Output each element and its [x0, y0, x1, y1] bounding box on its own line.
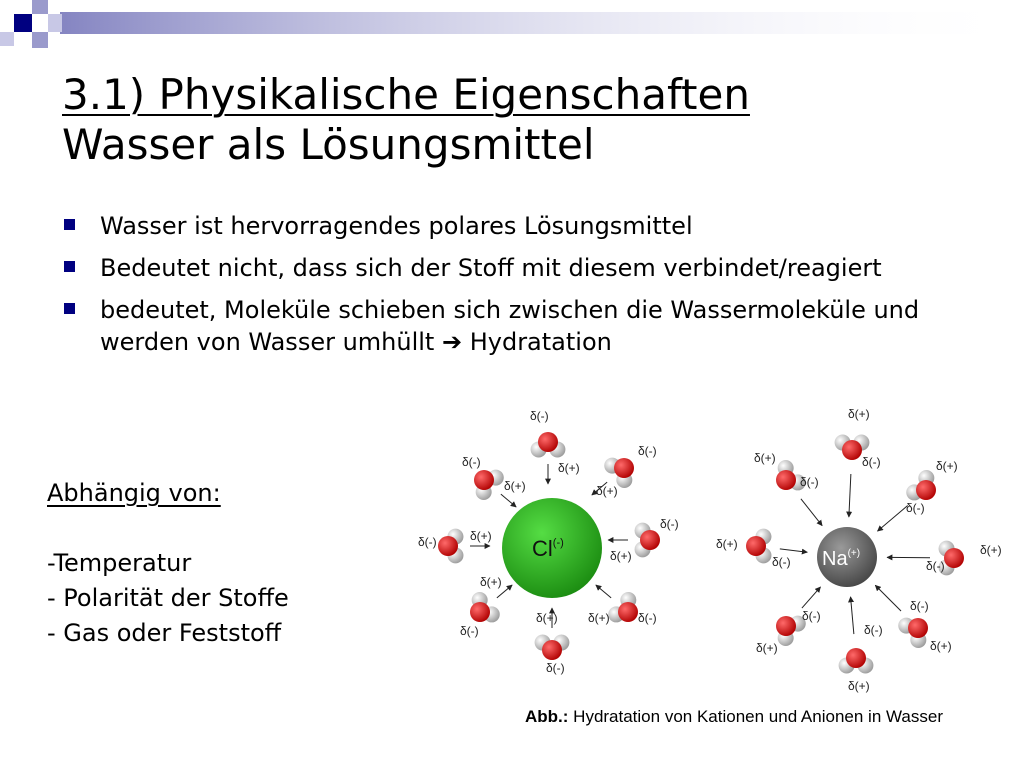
bullet-item: Wasser ist hervorragendes polares Lösungsmittel — [62, 210, 1012, 242]
attraction-arrow — [501, 494, 516, 507]
partial-charge-label: δ(+) — [504, 479, 526, 493]
corner-decoration — [0, 0, 1024, 60]
partial-charge-label: δ(+) — [558, 461, 580, 475]
partial-charge-label: δ(+) — [610, 549, 632, 563]
oxygen-atom — [776, 616, 796, 636]
partial-charge-label: δ(+) — [930, 639, 952, 653]
partial-charge-label: δ(+) — [536, 611, 558, 625]
attraction-arrow — [780, 549, 807, 552]
partial-charge-label: δ(+) — [470, 529, 492, 543]
oxygen-atom — [542, 640, 562, 660]
bullet-list — [62, 210, 1012, 368]
sodium-label: Na(+) — [822, 548, 861, 570]
oxygen-atom — [846, 648, 866, 668]
bullet-square-icon — [64, 303, 75, 314]
partial-charge-label: δ(-) — [926, 559, 945, 573]
oxygen-atom — [776, 470, 796, 490]
oxygen-atom — [842, 440, 862, 460]
oxygen-atom — [746, 536, 766, 556]
chloride-label: Cl(-) — [532, 536, 564, 561]
oxygen-atom — [916, 480, 936, 500]
partial-charge-label: δ(+) — [754, 451, 776, 465]
partial-charge-label: δ(-) — [638, 444, 657, 458]
attraction-arrow — [802, 587, 821, 608]
partial-charge-label: δ(-) — [418, 535, 437, 549]
dependency-item: - Polarität der Stoffe — [47, 584, 289, 612]
dependency-block — [47, 476, 289, 651]
partial-charge-label: δ(-) — [906, 501, 925, 515]
partial-charge-label: δ(+) — [980, 543, 1002, 557]
partial-charge-label: δ(-) — [462, 455, 481, 469]
attraction-arrow — [875, 585, 901, 611]
bullet-item: bedeutet, Moleküle schieben sich zwischen die Wassermoleküle und werden von Wasser umhüllt ➔ Hydratation — [62, 294, 1012, 358]
dependency-item: - Gas oder Feststoff — [47, 619, 282, 647]
partial-charge-label: δ(-) — [864, 623, 883, 637]
attraction-arrow — [801, 499, 822, 526]
bullet-square-icon — [64, 219, 75, 230]
partial-charge-label: δ(-) — [772, 555, 791, 569]
oxygen-atom — [538, 432, 558, 452]
partial-charge-label: δ(-) — [862, 455, 881, 469]
partial-charge-label: δ(+) — [596, 484, 618, 498]
oxygen-atom — [438, 536, 458, 556]
partial-charge-label: δ(+) — [716, 537, 738, 551]
partial-charge-label: δ(-) — [530, 409, 549, 423]
dependency-item: -Temperatur — [47, 549, 192, 577]
partial-charge-label: δ(+) — [848, 407, 870, 421]
dependency-heading: Abhängig von: — [47, 479, 221, 507]
bullet-item: Bedeutet nicht, dass sich der Stoff mit diesem verbindet/reagiert — [62, 252, 1012, 284]
partial-charge-label: δ(-) — [546, 661, 565, 675]
partial-charge-label: δ(-) — [460, 624, 479, 638]
oxygen-atom — [474, 470, 494, 490]
partial-charge-label: δ(+) — [480, 575, 502, 589]
oxygen-atom — [614, 458, 634, 478]
hydration-diagram — [410, 400, 1010, 740]
attraction-arrow — [878, 506, 908, 532]
partial-charge-label: δ(-) — [660, 517, 679, 531]
bullet-square-icon — [64, 261, 75, 272]
partial-charge-label: δ(-) — [910, 599, 929, 613]
partial-charge-label: δ(-) — [638, 611, 657, 625]
oxygen-atom — [618, 602, 638, 622]
attraction-arrow — [851, 597, 854, 634]
partial-charge-label: δ(-) — [802, 609, 821, 623]
partial-charge-label: δ(+) — [756, 641, 778, 655]
oxygen-atom — [944, 548, 964, 568]
partial-charge-label: δ(+) — [588, 611, 610, 625]
oxygen-atom — [640, 530, 660, 550]
figure-caption: Abb.: Hydratation von Kationen und Anionen in Wasser — [525, 707, 943, 726]
slide-title — [62, 70, 750, 170]
title-line-1: 3.1) Physikalische Eigenschaften — [62, 70, 750, 119]
partial-charge-label: δ(+) — [936, 459, 958, 473]
oxygen-atom — [908, 618, 928, 638]
partial-charge-label: δ(-) — [800, 475, 819, 489]
attraction-arrow — [596, 585, 611, 598]
partial-charge-label: δ(+) — [848, 679, 870, 693]
attraction-arrow — [849, 474, 851, 517]
title-line-2: Wasser als Lösungsmittel — [62, 120, 595, 169]
oxygen-atom — [470, 602, 490, 622]
